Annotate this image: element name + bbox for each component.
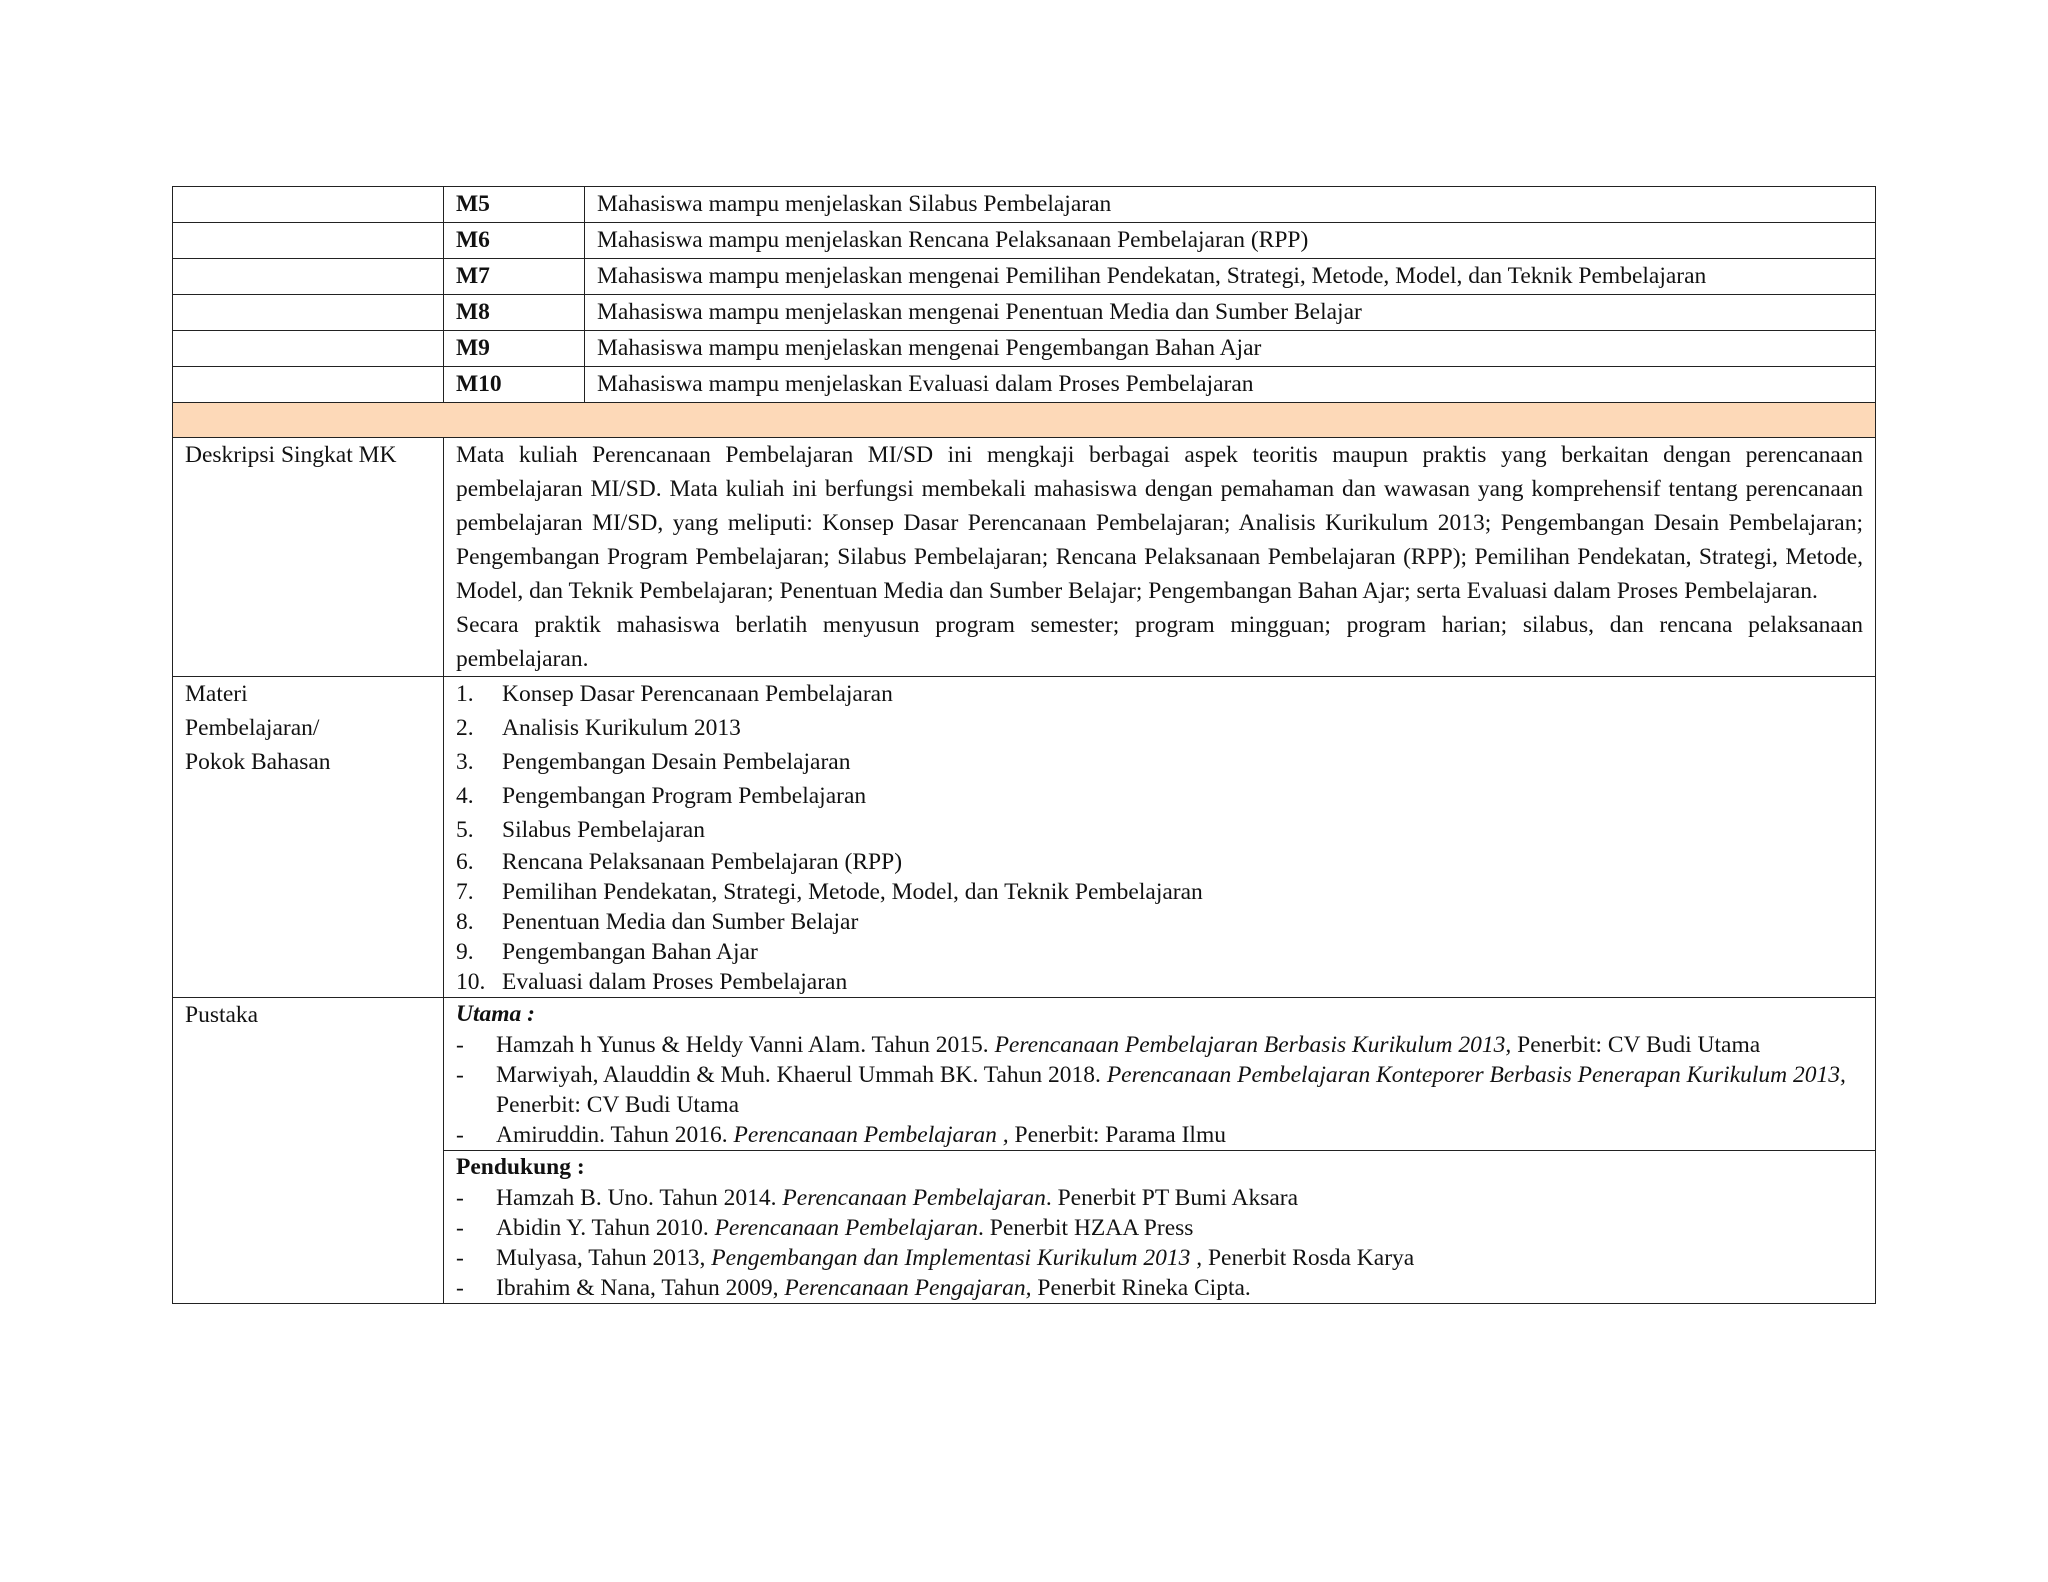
- list-number: 2.: [456, 715, 474, 741]
- list-number: 7.: [456, 879, 474, 905]
- reference-item: [456, 1060, 1863, 1120]
- list-dash: -: [456, 1032, 464, 1058]
- empty-cell: [173, 331, 444, 367]
- list-item: [456, 779, 1863, 813]
- list-number: 1.: [456, 681, 474, 707]
- pustaka-utama-content: [444, 998, 1876, 1151]
- list-item: [456, 847, 1863, 877]
- list-text: Penentuan Media dan Sumber Belajar: [502, 909, 859, 935]
- reference-title: Perencanaan Pembelajaran Konteporer Berbasis Penerapan Kurikulum 2013,: [1106, 1062, 1846, 1088]
- list-dash: -: [456, 1215, 464, 1241]
- empty-cell: [173, 259, 444, 295]
- outcome-code: M9: [444, 331, 585, 367]
- outcome-row: [173, 331, 1876, 367]
- reference-text: [496, 1273, 1863, 1303]
- reference-title: Perencanaan Pembelajaran: [782, 1185, 1046, 1211]
- reference-publisher: Penerbit: CV Budi Utama: [1511, 1032, 1761, 1058]
- reference-text: [496, 1060, 1863, 1120]
- materi-list: [456, 677, 1863, 997]
- reference-item: [456, 1273, 1863, 1303]
- list-item: [456, 877, 1863, 907]
- reference-title: Perencanaan Pembelajaran: [714, 1215, 979, 1241]
- outcome-text: Mahasiswa mampu menjelaskan mengenai Pengembangan Bahan Ajar: [585, 331, 1876, 367]
- reference-publisher: Penerbit: CV Budi Utama: [496, 1092, 740, 1118]
- reference-publisher: Penerbit: Parama Ilmu: [1008, 1122, 1226, 1148]
- outcome-text: Mahasiswa mampu menjelaskan Rencana Pelaksanaan Pembelajaran (RPP): [585, 223, 1876, 259]
- list-dash: -: [456, 1062, 464, 1088]
- list-text: Pengembangan Desain Pembelajaran: [502, 749, 851, 775]
- reference-publisher: Penerbit Rosda Karya: [1202, 1245, 1415, 1271]
- list-item: [456, 907, 1863, 937]
- pustaka-pendukung-content: [444, 1151, 1876, 1304]
- outcome-row: [173, 367, 1876, 403]
- reference-item: [456, 1030, 1863, 1060]
- reference-title: Perencanaan Pengajaran,: [784, 1275, 1032, 1301]
- outcome-text: Mahasiswa mampu menjelaskan mengenai Penentuan Media dan Sumber Belajar: [585, 295, 1876, 331]
- deskripsi-label: Deskripsi Singkat MK: [173, 438, 444, 677]
- deskripsi-paragraph-2: Secara praktik mahasiswa berlatih menyusun program semester; program mingguan; program harian; silabus, dan rencana pelaksanaan pembelajaran.: [456, 612, 1863, 672]
- reference-publisher: . Penerbit PT Bumi Aksara: [1045, 1185, 1299, 1211]
- outcome-code: M7: [444, 259, 585, 295]
- highlight-separator-cell: [173, 403, 1876, 438]
- list-text: Silabus Pembelajaran: [502, 817, 705, 843]
- deskripsi-row: [173, 438, 1876, 677]
- list-item: [456, 937, 1863, 967]
- list-dash: -: [456, 1275, 464, 1301]
- reference-author: Hamzah h Yunus & Heldy Vanni Alam. Tahun 2015.: [496, 1032, 995, 1058]
- reference-text: [496, 1183, 1863, 1213]
- materi-label-line: Materi: [185, 681, 248, 707]
- pustaka-pendukung-list: [456, 1183, 1863, 1303]
- reference-publisher: Penerbit Rineka Cipta.: [1031, 1275, 1251, 1301]
- highlight-separator-row: [173, 403, 1876, 438]
- pustaka-utama-row: [173, 998, 1876, 1151]
- reference-item: [456, 1243, 1863, 1273]
- materi-label-line: Pokok Bahasan: [185, 749, 331, 775]
- list-item: [456, 711, 1863, 745]
- course-plan-table: [172, 186, 1876, 1304]
- list-item: [456, 677, 1863, 711]
- pustaka-utama-title: Utama :: [456, 1001, 535, 1027]
- materi-content: [444, 677, 1876, 998]
- list-text: Konsep Dasar Perencanaan Pembelajaran: [502, 681, 893, 707]
- reference-text: [496, 1120, 1863, 1150]
- empty-cell: [173, 223, 444, 259]
- list-item: [456, 967, 1863, 997]
- deskripsi-paragraph-1: Mata kuliah Perencanaan Pembelajaran MI/SD ini mengkaji berbagai aspek teoritis maupun praktis yang berkaitan dengan perencanaan pembelajaran MI/SD. Mata kuliah ini berfungsi membekali mahasiswa dengan pemahaman dan wawasan yang komprehensif tentang perencanaan pembelajaran MI/SD, yang meliputi: Konsep Dasar Perencanaan Pembelajaran; Analisis Kurikulum 2013; Pengembangan Desain Pembelajaran; Pengembangan Program Pembelajaran; Silabus Pembelajaran; Rencana Pelaksanaan Pembelajaran (RPP); Pemilihan Pendekatan, Strategi, Metode, Model, dan Teknik Pembelajaran; Penentuan Media dan Sumber Belajar; Pengembangan Bahan Ajar; serta Evaluasi dalam Proses Pembelajaran.: [456, 442, 1863, 604]
- materi-label-line: Pembelajaran/: [185, 715, 320, 741]
- outcome-row: [173, 295, 1876, 331]
- reference-text: [496, 1030, 1863, 1060]
- list-item: [456, 745, 1863, 779]
- reference-author: Abidin Y. Tahun 2010.: [496, 1215, 715, 1241]
- outcome-code: M10: [444, 367, 585, 403]
- reference-author: Mulyasa, Tahun 2013,: [496, 1245, 712, 1271]
- deskripsi-content: [444, 438, 1876, 677]
- pustaka-pendukung-title: Pendukung :: [456, 1154, 585, 1180]
- outcome-code: M8: [444, 295, 585, 331]
- list-text: Analisis Kurikulum 2013: [502, 715, 741, 741]
- reference-item: [456, 1120, 1863, 1150]
- reference-author: Marwiyah, Alauddin & Muh. Khaerul Ummah BK. Tahun 2018.: [496, 1062, 1107, 1088]
- reference-text: [496, 1243, 1863, 1273]
- materi-label: [173, 677, 444, 998]
- reference-title: Pengembangan dan Implementasi Kurikulum 2013 ,: [711, 1245, 1203, 1271]
- reference-title: Perencanaan Pembelajaran Berbasis Kurikulum 2013,: [994, 1032, 1512, 1058]
- list-dash: -: [456, 1122, 464, 1148]
- reference-text: [496, 1213, 1863, 1243]
- list-text: Evaluasi dalam Proses Pembelajaran: [502, 969, 848, 995]
- outcome-row: [173, 259, 1876, 295]
- list-number: 3.: [456, 749, 474, 775]
- reference-title: Perencanaan Pembelajaran ,: [733, 1122, 1009, 1148]
- list-text: Pengembangan Bahan Ajar: [502, 939, 758, 965]
- list-text: Rencana Pelaksanaan Pembelajaran (RPP): [502, 849, 903, 875]
- list-item: [456, 813, 1863, 847]
- list-number: 5.: [456, 817, 474, 843]
- empty-cell: [173, 187, 444, 223]
- list-number: 10.: [456, 969, 486, 995]
- outcome-row: [173, 223, 1876, 259]
- list-number: 9.: [456, 939, 474, 965]
- pustaka-label: Pustaka: [173, 998, 444, 1304]
- list-number: 8.: [456, 909, 474, 935]
- reference-author: Ibrahim & Nana, Tahun 2009,: [496, 1275, 785, 1301]
- outcome-code: M6: [444, 223, 585, 259]
- list-text: Pengembangan Program Pembelajaran: [502, 783, 867, 809]
- reference-author: Amiruddin. Tahun 2016.: [496, 1122, 734, 1148]
- outcome-text: Mahasiswa mampu menjelaskan Evaluasi dalam Proses Pembelajaran: [585, 367, 1876, 403]
- outcome-text: Mahasiswa mampu menjelaskan mengenai Pemilihan Pendekatan, Strategi, Metode, Model, dan Teknik Pembelajaran: [585, 259, 1876, 295]
- reference-author: Hamzah B. Uno. Tahun 2014.: [496, 1185, 783, 1211]
- materi-row: [173, 677, 1876, 998]
- list-text: Pemilihan Pendekatan, Strategi, Metode, Model, dan Teknik Pembelajaran: [502, 879, 1203, 905]
- reference-item: [456, 1183, 1863, 1213]
- outcome-code: M5: [444, 187, 585, 223]
- outcome-row: [173, 187, 1876, 223]
- list-number: 6.: [456, 849, 474, 875]
- list-number: 4.: [456, 783, 474, 809]
- empty-cell: [173, 367, 444, 403]
- list-dash: -: [456, 1185, 464, 1211]
- reference-item: [456, 1213, 1863, 1243]
- empty-cell: [173, 295, 444, 331]
- list-dash: -: [456, 1245, 464, 1271]
- pustaka-utama-list: [456, 1030, 1863, 1150]
- reference-publisher: . Penerbit HZAA Press: [978, 1215, 1194, 1241]
- outcome-text: Mahasiswa mampu menjelaskan Silabus Pembelajaran: [585, 187, 1876, 223]
